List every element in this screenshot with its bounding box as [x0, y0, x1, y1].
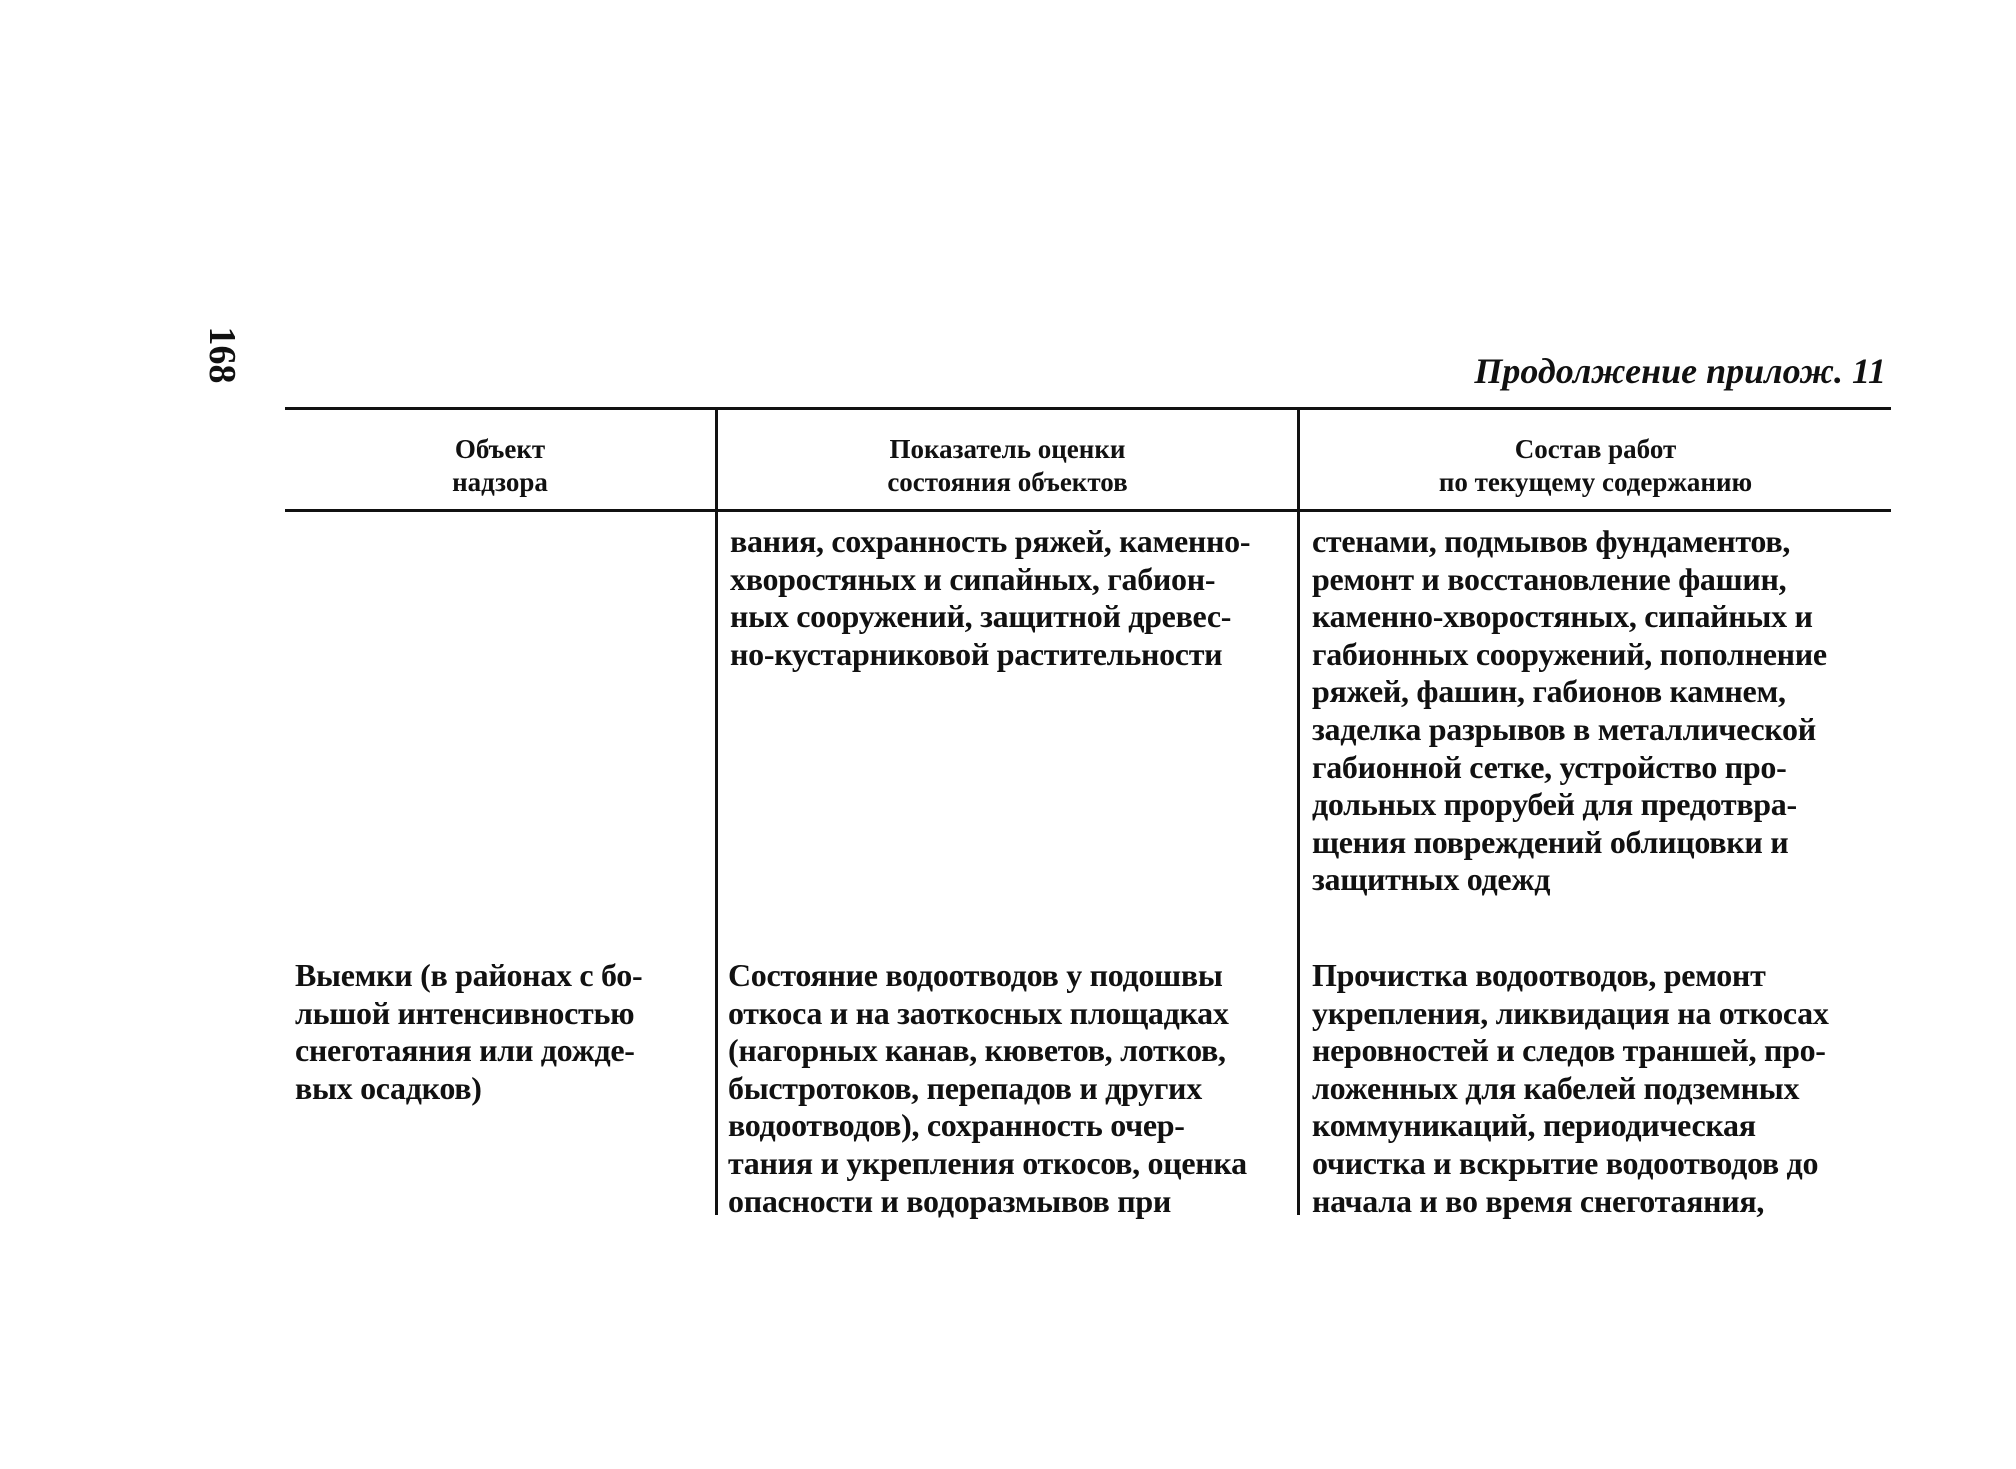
row1-works-cell: стенами, подмывов фундаментов, ремонт и восстановление фашин, каменно-хворостяных, сипайных и габионных сооружений, пополнение ряжей, фашин, габионов камнем, заделка разрывов в металлической габионной сетке, устройство про- дольных прорубей для предотвра- щения повреждений облицовки и защитных одежд — [1312, 523, 1827, 898]
header-indicator: Показатель оценки состояния объектов — [887, 434, 1128, 497]
row2-object-cell: Выемки (в районах с бо- льшой интенсивностью снеготаяния или дожде- вых осадков) — [295, 957, 643, 1106]
row2-works-cell: Прочистка водоотводов, ремонт укрепления, ликвидация на откосах неровностей и следов траншей, про- ложенных для кабелей подземных коммуникаций, периодическая очистка и вскрытие водоотводов до начала и во время снеготаяния, — [1312, 957, 1829, 1219]
continuation-label: Продолжение прилож. 11 — [1474, 351, 1886, 391]
column-divider-2 — [1297, 407, 1300, 1215]
header-object: Объект надзора — [452, 434, 548, 497]
table-top-rule — [285, 407, 1891, 410]
row2-indicator-cell: Состояние водоотводов у подошвы откоса и на заоткосных площадках (нагорных канав, кюветов, лотков, быстротоков, перепадов и других водоотводов), сохранность очер- тания и укрепления откосов, оценка опасности и водоразмывов при — [728, 957, 1247, 1219]
page-number: 168 — [201, 326, 243, 384]
header-bottom-rule — [285, 509, 1891, 512]
row1-indicator-cell: вания, сохранность ряжей, каменно- хворостяных и сипайных, габион- ных сооружений, защитной древес- но-кустарниковой растительности — [730, 523, 1251, 672]
column-divider-1 — [715, 407, 718, 1215]
header-works: Состав работ по текущему содержанию — [1438, 434, 1753, 497]
